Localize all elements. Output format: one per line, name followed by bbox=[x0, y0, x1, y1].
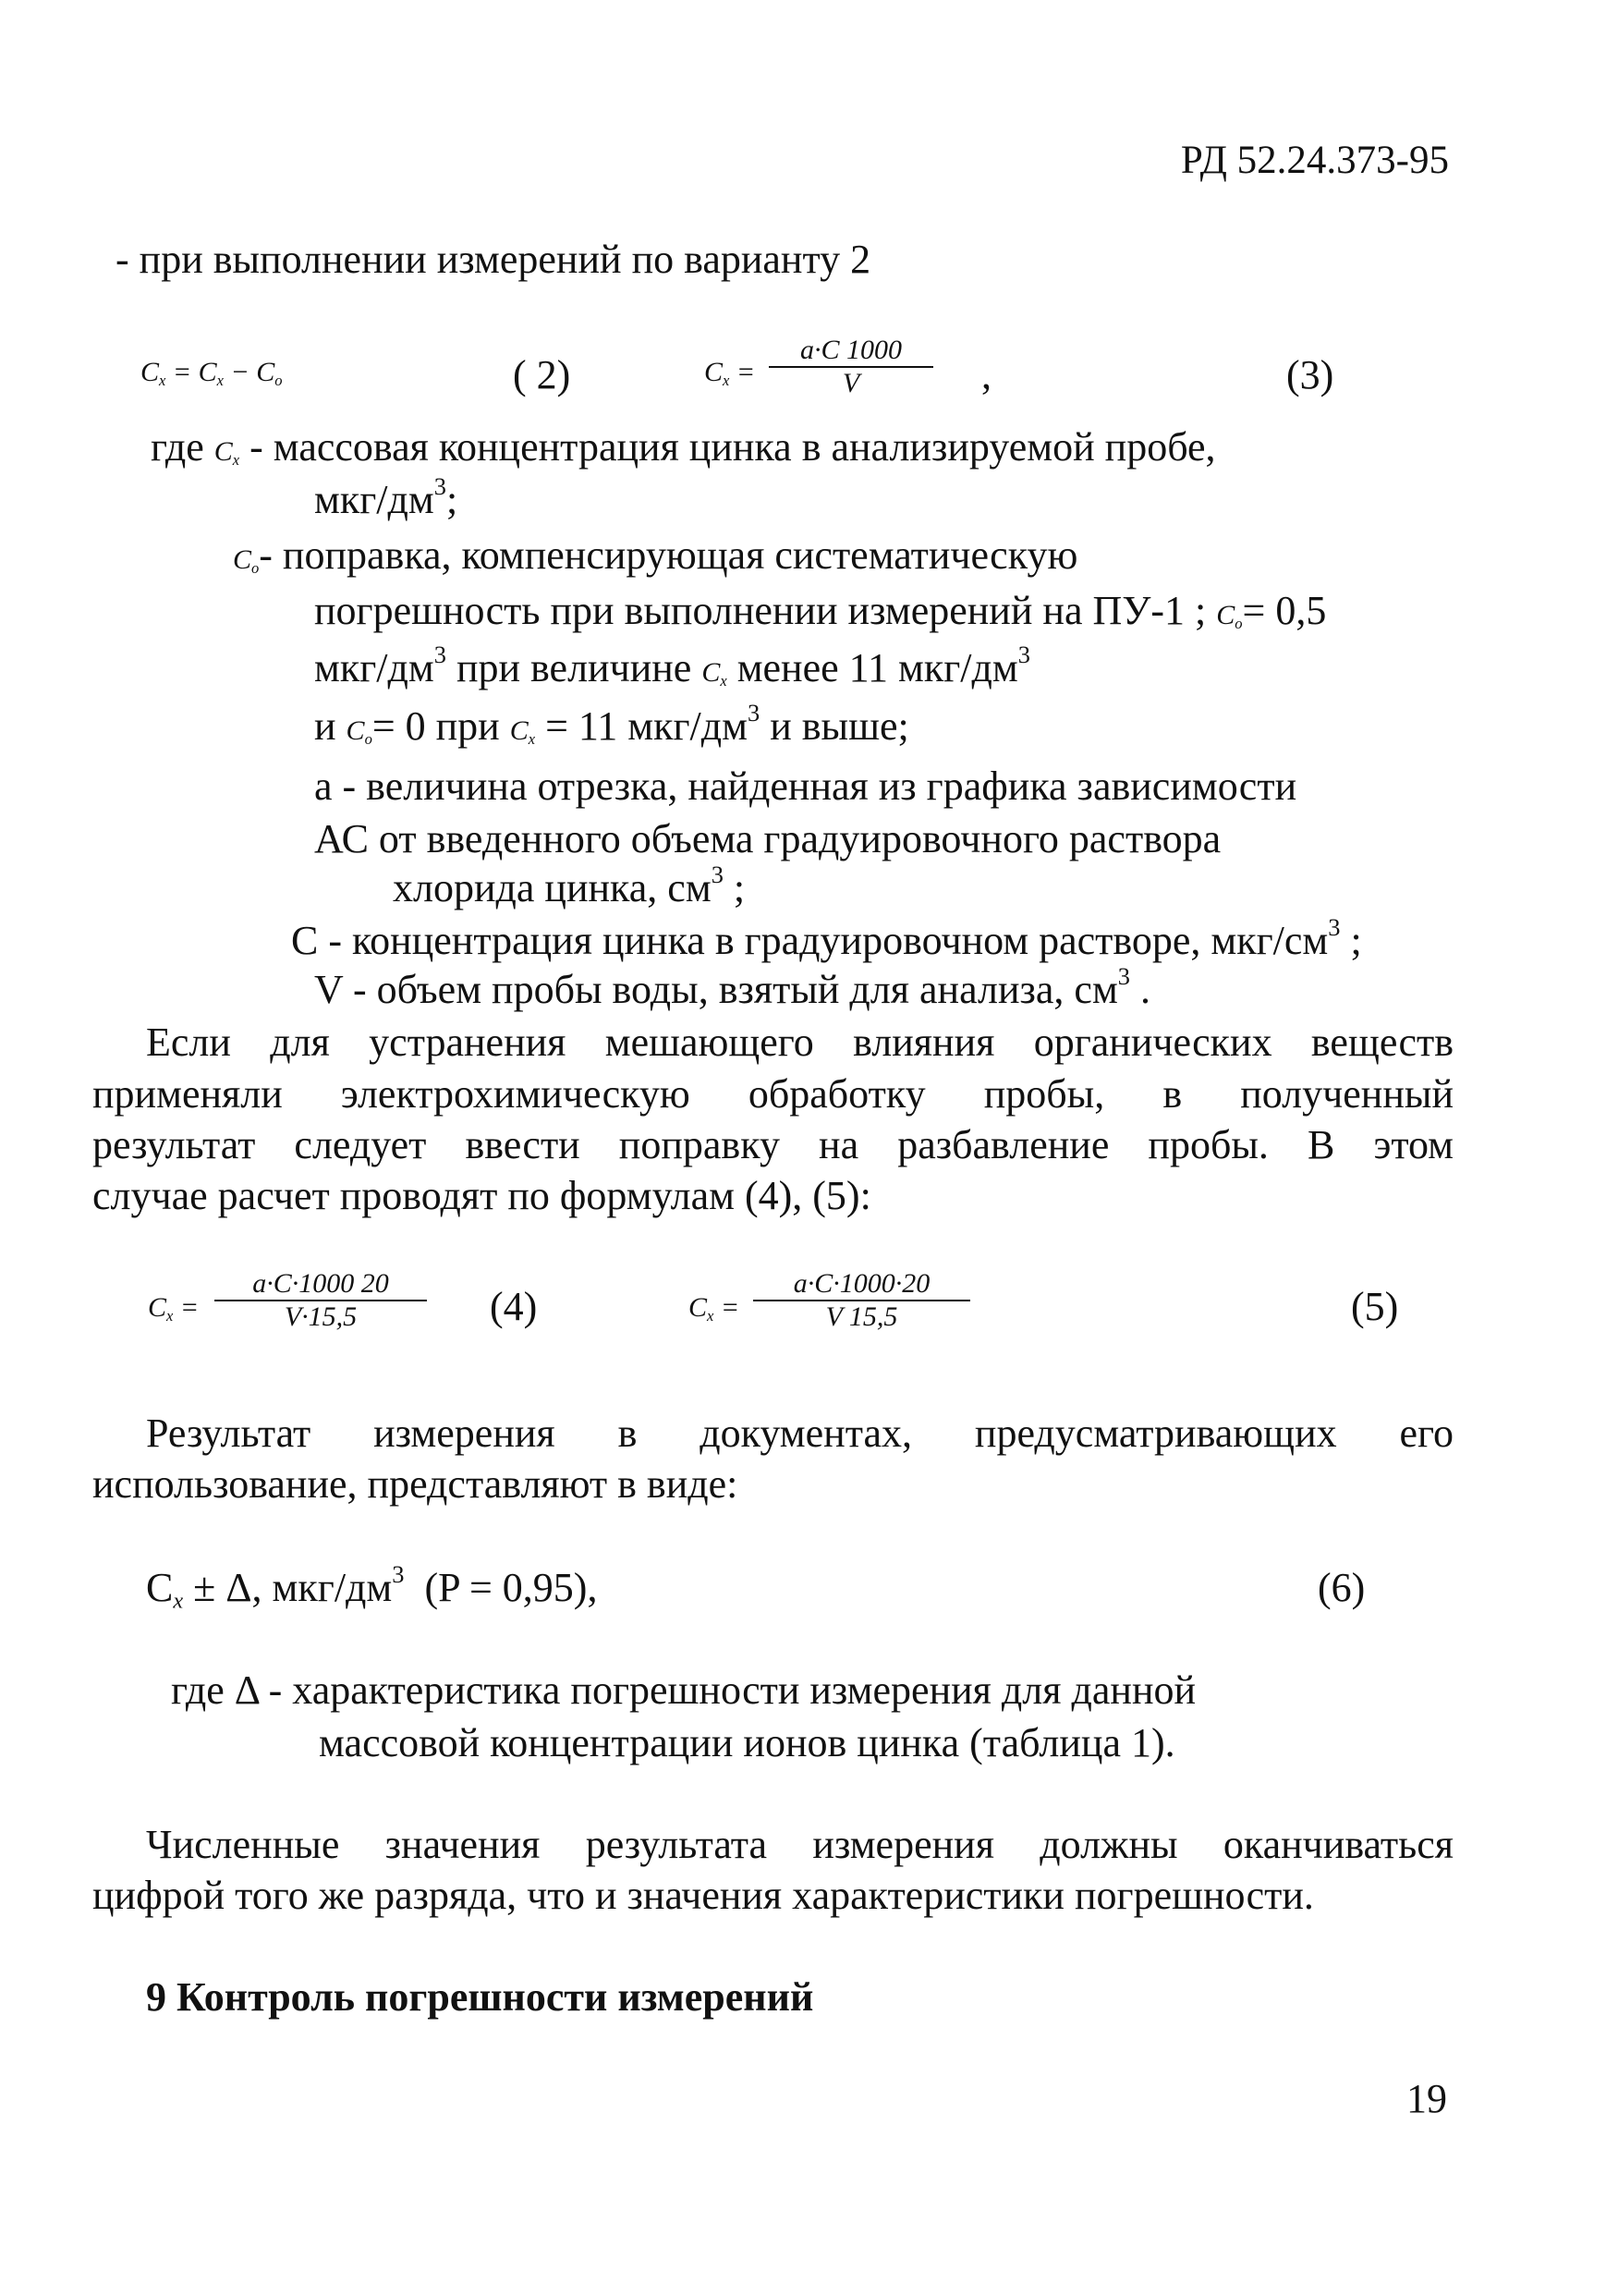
definition-co-line4: и $C_o= 0$ при $C_x = 11$ мкг/$дм^3$ и выше; bbox=[314, 699, 909, 749]
definition-a-line3: хлорида цинка, $см^3$ ; bbox=[393, 861, 746, 910]
paragraph-1-line-4: случае расчет проводят по формулам (4), (5): bbox=[92, 1173, 871, 1218]
paragraph-1-line-3: результат следует ввести поправку на разбавление пробы. В этом bbox=[92, 1122, 1454, 1167]
formula-5-lhs: $C_x$ = bbox=[688, 1292, 740, 1325]
formula-6: $C_x \pm \Delta$, мкг/$дм^3$ (P = 0,95), bbox=[146, 1560, 598, 1614]
d2-symbol: $C_o$ bbox=[233, 544, 260, 577]
f5-numerator: a·C·1000·20 bbox=[793, 1268, 931, 1299]
formula-4-fraction bbox=[214, 1268, 427, 1333]
f2-a-sub: x bbox=[216, 371, 224, 389]
f3-denominator: V bbox=[842, 368, 860, 398]
delta-definition-line-1: где Δ - характеристика погрешности измерения для данной bbox=[171, 1667, 1197, 1713]
d1-symbol: $C_x$ bbox=[213, 436, 240, 469]
d2-text: - поправка, компенсирующая систематическую bbox=[259, 532, 1078, 578]
f3-lhs: C bbox=[704, 357, 724, 387]
f3-eq: = bbox=[729, 357, 756, 387]
f2-minus: − bbox=[223, 357, 257, 387]
paragraph-2-line-1: Результат измерения в документах, предусматривающих его bbox=[146, 1411, 1454, 1456]
formula-4-number: (4) bbox=[490, 1284, 538, 1329]
formula-3-lhs bbox=[704, 356, 755, 390]
delta-definition-line-2: массовой концентрации ионов цинка (таблица 1). bbox=[319, 1720, 1175, 1765]
definition-a-line1: а - величина отрезка, найденная из графика зависимости bbox=[314, 763, 1297, 809]
definition-a-line2: АС от введенного объема градуировочного раствора bbox=[314, 816, 1222, 861]
f2-lhs-sub: x bbox=[159, 371, 166, 389]
f2-b: C bbox=[256, 357, 275, 387]
formula-3-fraction bbox=[769, 335, 933, 399]
definition-cx-unit: мкг/$дм^3$; bbox=[314, 472, 458, 522]
formula-3-comma: , bbox=[981, 352, 992, 397]
f4-denominator: V·15,5 bbox=[284, 1301, 358, 1332]
section-heading: 9 Контроль погрешности измерений bbox=[146, 1974, 814, 2020]
formula-2-number: ( 2) bbox=[513, 352, 571, 397]
definition-c: С - концентрация цинка в градуировочном растворе, мкг/$см^3$ ; bbox=[291, 913, 1362, 963]
f3-lhs-sub: x bbox=[723, 371, 730, 389]
d1-text: - массовая концентрация цинка в анализируемой пробе, bbox=[249, 424, 1216, 470]
page-number: 19 bbox=[1406, 2076, 1447, 2121]
f2-a: C bbox=[198, 357, 217, 387]
paragraph-1-line-2: применяли электрохимическую обработку пробы, в полученный bbox=[92, 1071, 1454, 1117]
definition-co bbox=[233, 531, 1077, 580]
formula-5-fraction bbox=[753, 1268, 970, 1333]
f4-numerator: a·C·1000 20 bbox=[252, 1268, 389, 1299]
formula-3-number: (3) bbox=[1286, 352, 1334, 397]
definition-co-line2: погрешность при выполнении измерений на ПУ-1 ; $C_o= 0,5$ bbox=[314, 588, 1327, 633]
formula-6-number: (6) bbox=[1318, 1565, 1366, 1610]
paragraph-3-line-1: Численные значения результата измерения должны оканчиваться bbox=[146, 1822, 1454, 1867]
definition-cx bbox=[151, 423, 1216, 472]
document-code: РД 52.24.373-95 bbox=[1180, 139, 1449, 182]
paragraph-1-line-1: Если для устранения мешающего влияния органических веществ bbox=[146, 1020, 1454, 1065]
definition-co-line3: мкг/$дм^3$ при величине $C_x$ менее 11 мкг/$дм^3$ bbox=[314, 641, 1030, 690]
f2-b-sub: o bbox=[274, 371, 283, 389]
f2-lhs: C bbox=[140, 357, 160, 387]
definition-v: V - объем пробы воды, взятый для анализа, $см^3$ . bbox=[314, 962, 1150, 1012]
formula-2 bbox=[140, 356, 282, 390]
formula-5-number: (5) bbox=[1351, 1284, 1399, 1329]
f3-numerator: a·C 1000 bbox=[799, 335, 902, 365]
d1-prefix: где bbox=[151, 424, 204, 470]
formula-4-lhs: $C_x$ = bbox=[148, 1292, 200, 1325]
f5-denominator: V 15,5 bbox=[825, 1301, 898, 1332]
variant-line: - при выполнении измерений по варианту 2 bbox=[116, 237, 871, 282]
paragraph-3-line-2: цифрой того же разряда, что и значения характеристики погрешности. bbox=[92, 1873, 1314, 1918]
paragraph-2-line-2: использование, представляют в виде: bbox=[92, 1461, 738, 1507]
f2-eq: = bbox=[165, 357, 199, 387]
